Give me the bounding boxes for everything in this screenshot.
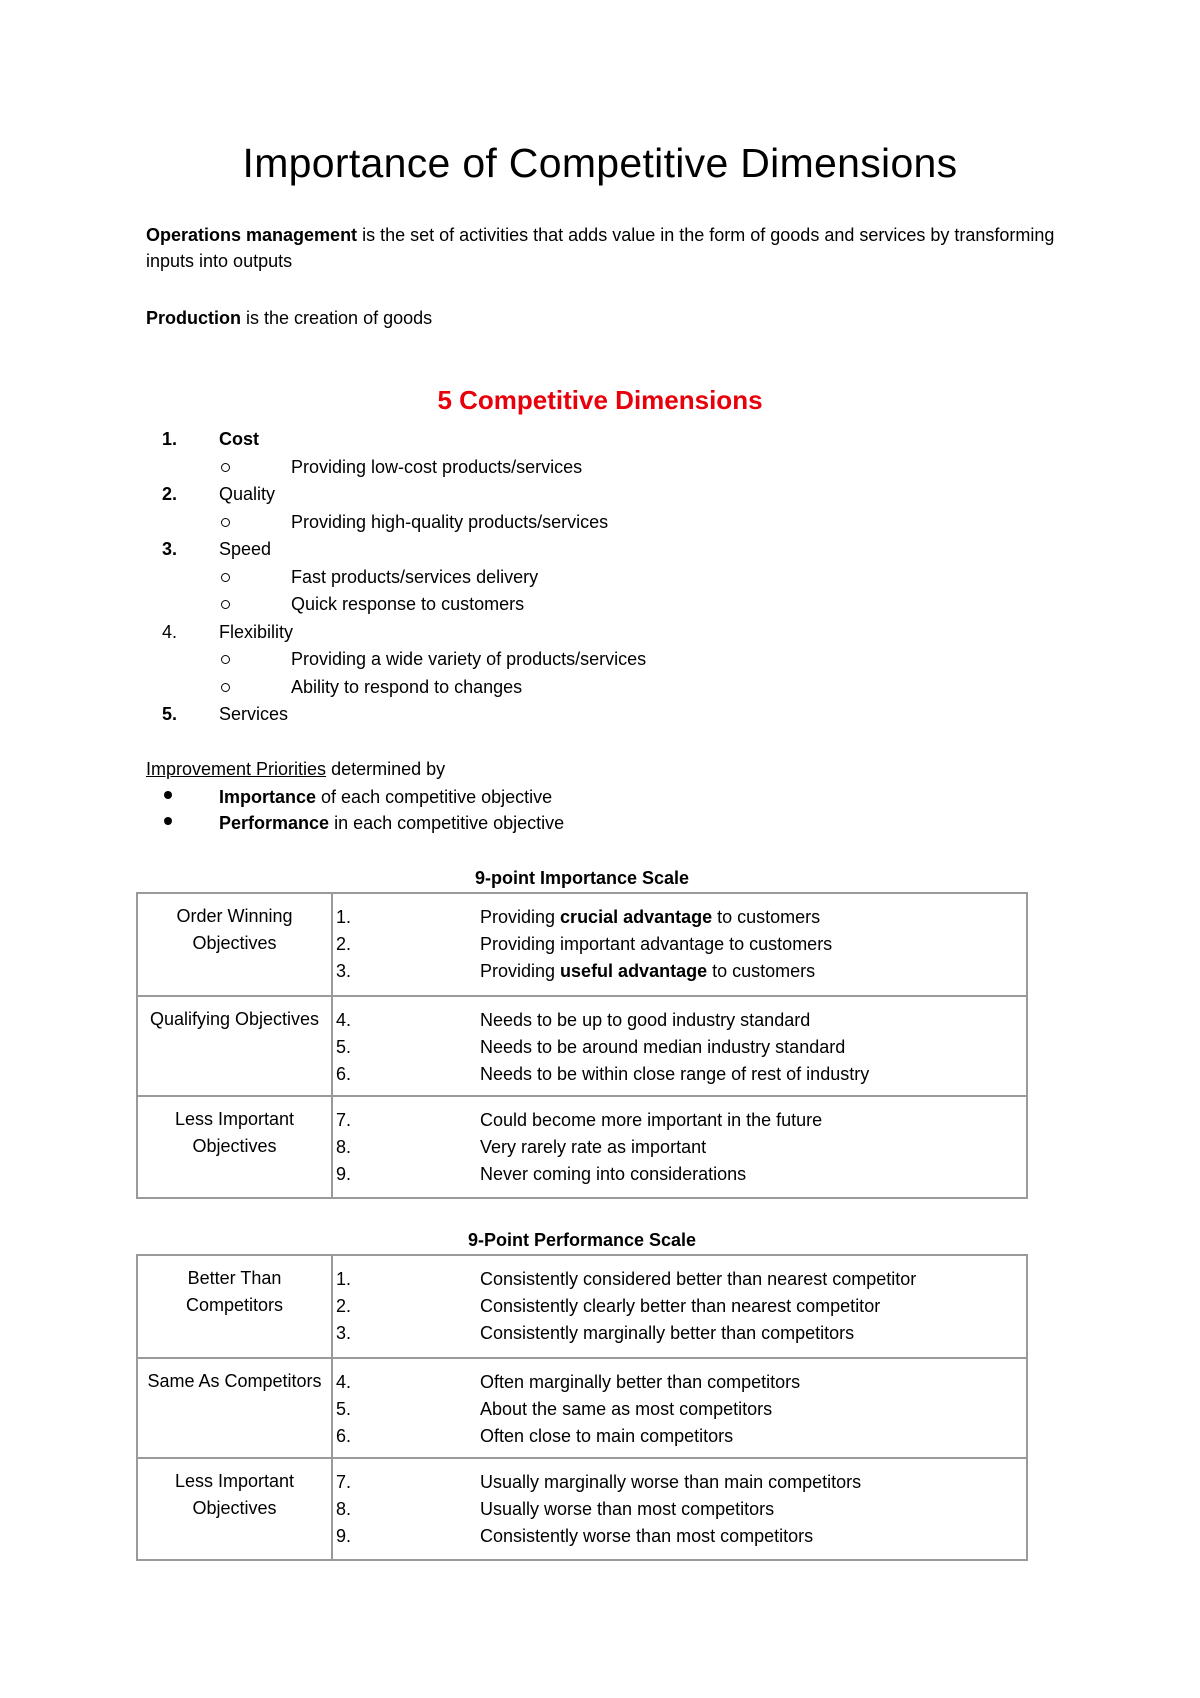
dimension-label: Flexibility [219,621,294,642]
scale-item-text-pre: Usually marginally worse than main competitors [480,1472,862,1492]
dimension-label: Speed [219,539,272,559]
scale-item-text [480,1061,869,1088]
scale-item-text-post: to customers [707,961,816,981]
scale-item-text [480,1396,772,1423]
scale-item-number: 7. [336,1472,352,1492]
scale-item [333,1469,1026,1496]
scale-item-number: 9. [336,1164,352,1184]
circle-bullet-icon [221,463,230,472]
circle-bullet-icon [221,518,230,527]
ops-text: is the set of activities that adds value in the form of goods and services by transforming inputs into outputs [146,225,1055,271]
scale-items [332,1458,1027,1560]
scale-item-text-pre: Often marginally better than competitors [480,1372,801,1392]
scale-item-text-pre: Usually worse than most competitors [480,1499,775,1519]
scale-item-text [480,1107,822,1134]
dimension-number: 4. [162,621,178,642]
improvement-term: Improvement Priorities [146,759,327,779]
performance-scale-table [136,1254,1028,1561]
scale-item-number: 1. [336,1269,352,1289]
circle-bullet-icon [221,600,230,609]
dimension-item [146,701,1046,729]
scale-item [333,1496,1026,1523]
scale-item [333,1396,1026,1423]
scale-item-number: 7. [336,1110,352,1130]
scale-item [333,1293,1026,1320]
scale-item-text [480,1523,813,1550]
scale-item [333,1134,1026,1161]
scale-item [333,958,1026,985]
bullet-icon [164,791,172,799]
scale-item-text-pre: Providing [480,961,561,981]
scale-item-number: 2. [336,934,352,954]
scale-item [333,1523,1026,1550]
scale-item-text [480,1293,880,1320]
dimension-subitem-text: Providing high-quality products/services [291,511,609,532]
scale-item [333,1061,1026,1088]
scale-item-text-pre: About the same as most competitors [480,1399,773,1419]
scale-item-text [480,1469,861,1496]
dimension-subitem-text: Providing low-cost products/services [291,456,583,477]
bullet-text: in each competitive objective [329,813,565,833]
scale-items [332,996,1027,1096]
dimension-subitem-text: Providing a wide variety of products/services [291,649,647,669]
scale-item-text [480,1007,810,1034]
scale-items [332,1255,1027,1358]
circle-bullet-icon [221,683,230,692]
dimension-subitem [146,591,1046,619]
dimension-item [146,426,1046,454]
scale-item-number: 2. [336,1296,352,1316]
scale-item-text-pre: Consistently considered better than nearest competitor [480,1269,917,1289]
scale-item-number: 4. [336,1372,352,1392]
scale-item-number: 8. [336,1137,352,1157]
bullet-bold: Performance [219,813,330,833]
scale-item-text-pre: Consistently worse than most competitors [480,1526,814,1546]
scale-item-text-pre: Needs to be around median industry standard [480,1037,846,1057]
circle-bullet-icon [221,573,230,582]
scale-category: Order Winning Objectives [137,893,332,996]
scale-item-text [480,1320,854,1347]
scale-item-text-pre: Could become more important in the future [480,1110,823,1130]
scale-item [333,1266,1026,1293]
dimension-label: Quality [219,484,276,504]
scale-item-text-pre: Needs to be within close range of rest of industry [480,1064,870,1084]
scale-item [333,1369,1026,1396]
scale-category: Less Important Objectives [137,1458,332,1560]
scale-item-text [480,1161,746,1188]
dimension-subitem-text: Quick response to customers [291,594,525,614]
scale-item-text-pre: Very rarely rate as important [480,1137,707,1157]
scale-item-text [480,1423,733,1450]
bullet-bold: Importance [219,787,317,807]
scale-item-text-pre: Needs to be up to good industry standard [480,1010,811,1030]
scale-item-number: 6. [336,1426,352,1446]
scale-item-number: 6. [336,1064,352,1084]
production-term: Production [146,308,241,328]
dimensions-heading: 5 Competitive Dimensions [437,385,763,415]
dimension-subitem [146,509,1046,537]
dimension-item [146,619,1046,647]
scale-item-text [480,1266,916,1293]
scale-row [137,893,1027,996]
dimension-item [146,481,1046,509]
scale-item-number: 1. [336,907,352,927]
scale-category: Qualifying Objectives [137,996,332,1096]
scale-category: Less Important Objectives [137,1096,332,1198]
scale-item-text-bold: useful advantage [560,961,708,981]
scale-item-text [480,904,820,931]
scale-row [137,1458,1027,1560]
dimensions-list [146,426,1046,729]
production-text: is the creation of goods [241,308,433,328]
bullet-icon [164,817,172,825]
dimension-number: 5. [162,704,178,724]
importance-scale-caption: 9-point Importance Scale [474,868,690,888]
scale-item-text [480,1034,845,1061]
improvement-text: determined by [326,759,446,779]
scale-item [333,904,1026,931]
scale-item [333,1161,1026,1188]
scale-item-number: 5. [336,1037,352,1057]
scale-item-number: 5. [336,1399,352,1419]
scale-item-text [480,1369,800,1396]
scale-item-text [480,1134,706,1161]
scale-row [137,996,1027,1096]
scale-item-number: 3. [336,1323,352,1343]
dimension-number: 2. [162,484,178,504]
scale-item [333,1034,1026,1061]
scale-items [332,1096,1027,1198]
scale-item-number: 8. [336,1499,352,1519]
scale-item-text [480,931,832,958]
page-title: Importance of Competitive Dimensions [242,140,958,186]
scale-item-text-pre: Consistently marginally better than competitors [480,1323,855,1343]
ops-term: Operations management [146,225,358,245]
scale-item [333,1423,1026,1450]
scale-item-text-pre: Often close to main competitors [480,1426,734,1446]
scale-row [137,1255,1027,1358]
scale-item-text-pre: Never coming into considerations [480,1164,747,1184]
scale-row [137,1096,1027,1198]
scale-item [333,1320,1026,1347]
scale-item [333,931,1026,958]
bullet-text: of each competitive objective [316,787,553,807]
scale-item-text-pre: Providing important advantage to customers [480,934,833,954]
dimension-item [146,536,1046,564]
dimension-subitem [146,674,1046,702]
circle-bullet-icon [221,655,230,664]
dimension-subitem-text: Fast products/services delivery [291,566,539,587]
scale-category: Better Than Competitors [137,1255,332,1358]
scale-item-number: 9. [336,1526,352,1546]
scale-row [137,1358,1027,1458]
scale-item-number: 4. [336,1010,352,1030]
scale-item-number: 3. [336,961,352,981]
improvement-intro [146,756,1066,782]
scale-items [332,893,1027,996]
dimension-number: 3. [162,539,178,559]
scale-item-text-bold: crucial advantage [560,907,713,927]
dimension-subitem [146,564,1046,592]
importance-scale-table [136,892,1028,1199]
production-definition [146,305,1066,331]
scale-item-text-pre: Providing [480,907,561,927]
scale-item-text [480,1496,774,1523]
scale-item [333,1107,1026,1134]
dimension-label: Services [219,704,289,724]
dimension-subitem [146,454,1046,482]
dimension-subitem-text: Ability to respond to changes [291,676,523,697]
dimension-label: Cost [219,429,259,449]
scale-items [332,1358,1027,1458]
performance-scale-caption: 9-Point Performance Scale [467,1230,697,1250]
scale-item-text [480,958,815,985]
scale-category: Same As Competitors [137,1358,332,1458]
dimension-number: 1. [162,429,178,449]
scale-item-text-pre: Consistently clearly better than nearest competitor [480,1296,881,1316]
ops-definition [146,222,1066,274]
dimension-subitem [146,646,1046,674]
scale-item-text-post: to customers [712,907,821,927]
scale-item [333,1007,1026,1034]
